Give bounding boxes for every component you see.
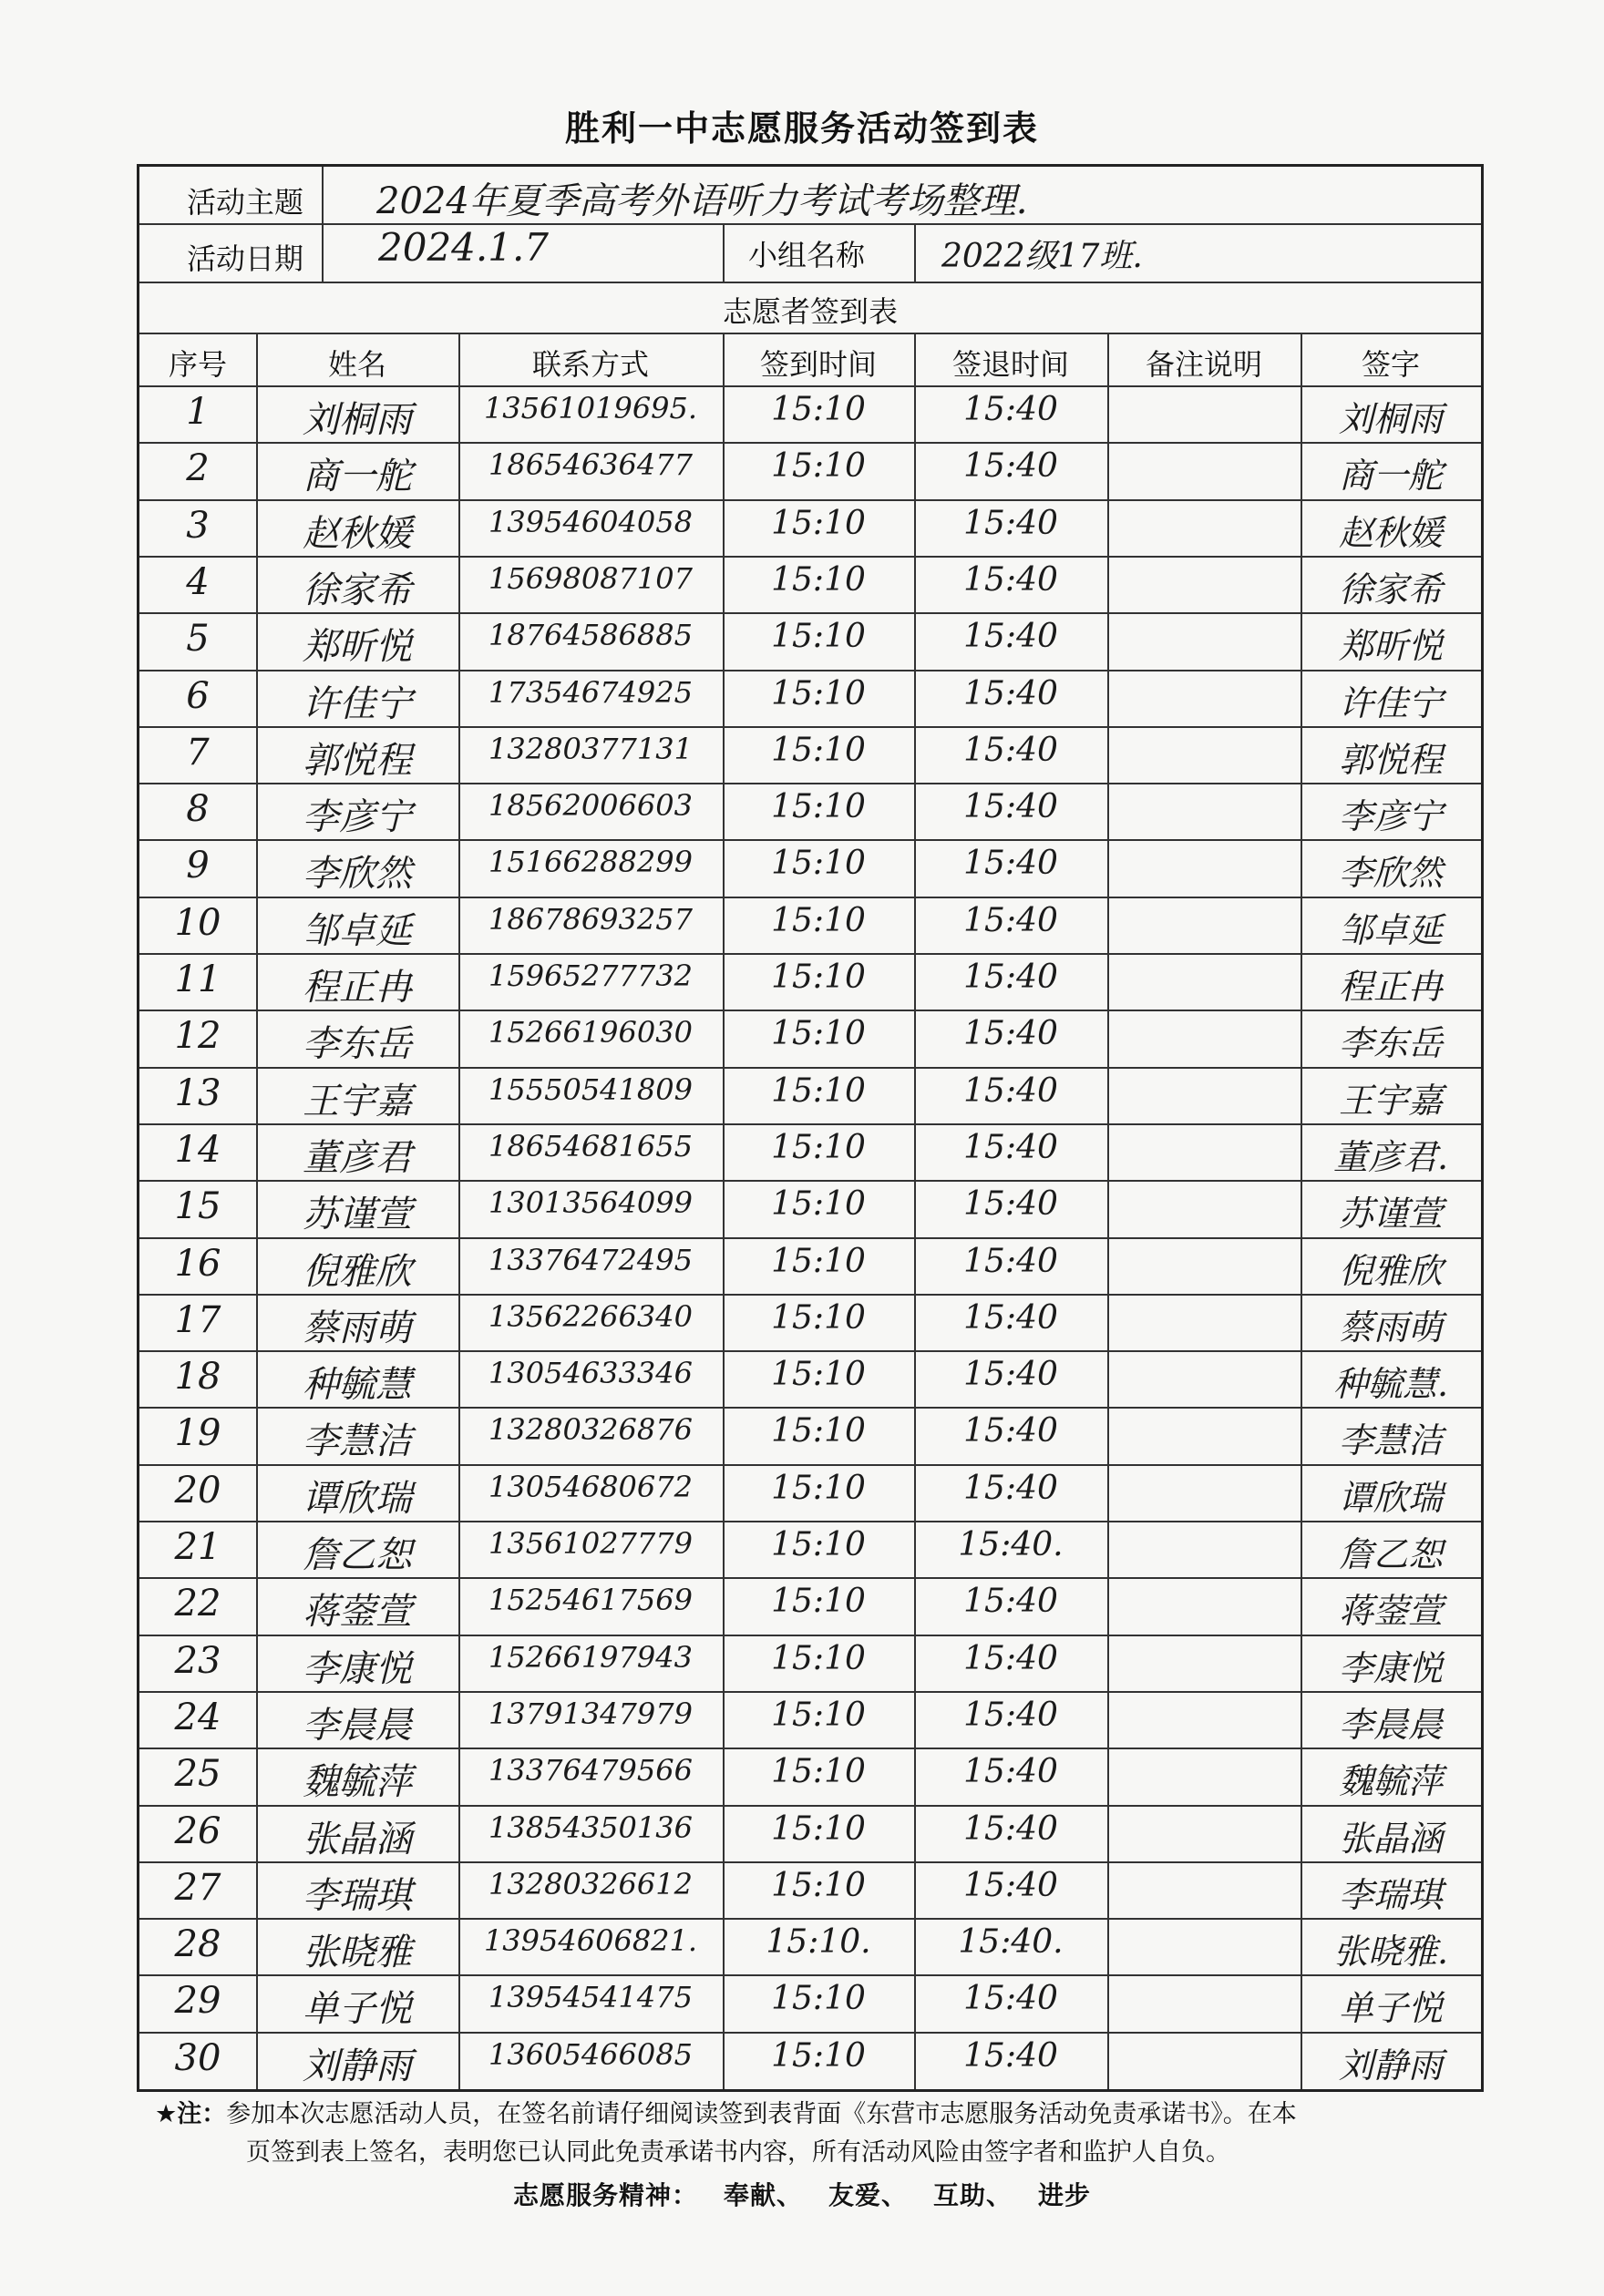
signature: 蒋蓥萱 [1338, 1591, 1443, 1632]
signature: 许佳宁 [1338, 682, 1443, 723]
row-number: 21 [174, 1526, 221, 1568]
row-divider [139, 499, 1481, 501]
signature: 李慧洁 [1338, 1420, 1443, 1461]
signature: 刘静雨 [1338, 2045, 1443, 2086]
checkin-time: 15:10 [771, 901, 866, 939]
signature: 李康悦 [1338, 1647, 1443, 1688]
phone-number: 15965277732 [488, 958, 693, 993]
row-number: 26 [174, 1809, 221, 1852]
checkout-time: 15:40 [963, 1356, 1058, 1394]
row-number: 4 [186, 560, 210, 603]
phone-number: 13280326876 [488, 1412, 693, 1448]
volunteer-name: 魏毓萍 [303, 1761, 412, 1804]
volunteer-name: 徐家希 [303, 569, 412, 611]
checkout-time: 15:40 [963, 1128, 1058, 1166]
col-header-name: 姓名 [327, 347, 386, 382]
checkin-time: 15:10 [771, 1980, 866, 2018]
row-divider [139, 1294, 1481, 1296]
volunteer-name: 郑昕悦 [303, 626, 412, 669]
phone-number: 13854350136 [488, 1809, 693, 1845]
volunteer-name: 张晓雅 [303, 1932, 412, 1974]
col-divider [723, 223, 725, 282]
phone-number: 13791347979 [488, 1696, 693, 1731]
row-divider [139, 726, 1481, 728]
phone-number: 18562006603 [488, 788, 693, 824]
volunteer-name: 王宇嘉 [303, 1080, 412, 1122]
checkin-time: 15:10 [771, 845, 866, 883]
row-number: 9 [186, 845, 210, 887]
volunteer-name: 程正冉 [303, 967, 412, 1009]
phone-number: 15166288299 [488, 845, 693, 880]
row-divider [139, 223, 1481, 225]
phone-number: 13280377131 [488, 731, 693, 766]
phone-number: 15550541809 [488, 1071, 693, 1107]
volunteer-name: 李欣然 [303, 853, 412, 896]
row-divider [139, 1407, 1481, 1409]
row-number: 15 [174, 1185, 221, 1228]
checkout-time: 15:40 [963, 560, 1058, 599]
row-number: 8 [186, 788, 210, 831]
row-number: 30 [174, 2036, 221, 2079]
checkout-time: 15:40 [963, 1583, 1058, 1621]
phone-number: 18764586885 [488, 618, 693, 653]
volunteer-name: 李晨晨 [303, 1704, 412, 1747]
row-number: 19 [174, 1412, 221, 1455]
checkout-time: 15:40 [963, 788, 1058, 826]
row-divider [139, 1748, 1481, 1749]
checkin-time: 15:10 [771, 1469, 866, 1507]
volunteer-name: 刘桐雨 [303, 399, 412, 441]
row-divider [139, 1067, 1481, 1069]
footer-note-2 [155, 2134, 1486, 2172]
checkin-time: 15:10 [771, 447, 866, 486]
signature: 赵秋媛 [1338, 512, 1443, 553]
checkin-time: 15:10 [771, 958, 866, 996]
col-divider [322, 167, 324, 282]
row-divider [139, 1691, 1481, 1693]
row-number: 1 [186, 391, 210, 433]
row-number: 7 [186, 731, 210, 774]
row-divider [139, 385, 1481, 387]
row-number: 27 [174, 1866, 221, 1909]
checkin-time: 15:10 [771, 1071, 866, 1110]
signature: 李晨晨 [1338, 1704, 1443, 1745]
phone-number: 18678693257 [488, 901, 693, 937]
signature: 董彦君. [1332, 1136, 1449, 1177]
row-divider [139, 1464, 1481, 1466]
spirit-item: 进步 [1038, 2180, 1092, 2210]
checkout-time: 15:40 [963, 1071, 1058, 1110]
row-divider [139, 953, 1481, 955]
volunteer-name: 董彦君 [303, 1136, 412, 1179]
checkout-time: 15:40 [963, 1242, 1058, 1280]
row-number: 13 [174, 1071, 221, 1114]
checkout-time: 15:40 [963, 1866, 1058, 1904]
phone-number: 13954541475 [488, 1980, 693, 2015]
row-divider [139, 612, 1481, 614]
checkout-time: 15:40 [963, 1185, 1058, 1224]
signature: 种毓慧. [1332, 1364, 1449, 1405]
signature: 王宇嘉 [1338, 1080, 1443, 1121]
checkout-time: 15:40 [963, 1412, 1058, 1450]
checkout-time: 15:40 [963, 1015, 1058, 1053]
volunteer-name: 李东岳 [303, 1023, 412, 1066]
volunteer-name: 郭悦程 [303, 739, 412, 782]
volunteer-name: 单子悦 [303, 1988, 412, 2031]
checkin-time: 15:10 [771, 1128, 866, 1166]
signature: 李彦宁 [1338, 796, 1443, 837]
signature: 李东岳 [1338, 1023, 1443, 1064]
checkout-time: 15:40 [963, 1696, 1058, 1734]
row-number: 14 [174, 1128, 221, 1171]
date-value: 2024.1.7 [378, 225, 550, 270]
checkout-time: 15:40 [963, 1753, 1058, 1791]
checkin-time: 15:10 [771, 674, 866, 712]
checkin-time: 15:10 [771, 2036, 866, 2075]
phone-number: 15266196030 [488, 1015, 693, 1051]
phone-number: 13561019695. [483, 391, 698, 425]
phone-number: 13376479566 [488, 1753, 693, 1789]
col-header-remarks: 备注说明 [1145, 347, 1262, 382]
volunteer-name: 谭欣瑞 [303, 1477, 412, 1520]
row-divider [139, 556, 1481, 558]
phone-number: 18654636477 [488, 447, 693, 483]
row-divider [139, 1805, 1481, 1807]
row-divider [139, 897, 1481, 898]
row-divider [139, 2032, 1481, 2034]
row-number: 3 [186, 504, 210, 547]
checkout-time: 15:40 [963, 1639, 1058, 1677]
checkin-time: 15:10 [771, 788, 866, 826]
signature: 蔡雨萌 [1338, 1307, 1443, 1348]
date-label: 活动日期 [187, 241, 304, 276]
checkin-time: 15:10 [771, 1412, 866, 1450]
signature: 程正冉 [1338, 967, 1443, 1007]
phone-number: 13013564099 [488, 1185, 693, 1221]
row-divider [139, 1577, 1481, 1579]
checkin-time: 15:10 [771, 1356, 866, 1394]
col-header-checkin: 签到时间 [759, 347, 877, 382]
row-divider [139, 442, 1481, 444]
checkin-time: 15:10 [771, 618, 866, 656]
checkout-time: 15:40 [963, 958, 1058, 996]
signature: 商一舵 [1338, 456, 1443, 497]
row-number: 18 [174, 1356, 221, 1399]
volunteer-name: 张晶涵 [303, 1818, 412, 1860]
col-divider [1107, 333, 1109, 2089]
checkin-time: 15:10 [771, 1809, 866, 1848]
signature: 苏谨萱 [1338, 1194, 1443, 1235]
row-divider [139, 1237, 1481, 1239]
row-number: 6 [186, 674, 210, 717]
phone-number: 17354674925 [488, 674, 693, 710]
row-divider [139, 1521, 1481, 1522]
checkin-time: 15:10. [766, 1923, 871, 1962]
checkin-time: 15:10 [771, 391, 866, 428]
volunteer-name: 李慧洁 [303, 1420, 412, 1463]
signature: 倪雅欣 [1338, 1250, 1443, 1291]
checkout-time: 15:40 [963, 731, 1058, 769]
phone-number: 13954604058 [488, 504, 693, 539]
volunteer-name: 商一舵 [303, 456, 412, 498]
checkin-time: 15:10 [771, 560, 866, 599]
row-number: 10 [174, 901, 221, 944]
row-number: 16 [174, 1242, 221, 1285]
row-divider [139, 333, 1481, 334]
phone-number: 13054680672 [488, 1469, 693, 1504]
checkout-time: 15:40. [958, 1923, 1064, 1962]
spirit-item: 互助、 [933, 2180, 1013, 2210]
note-prefix: ★注： [155, 2100, 227, 2128]
note-line-1: 参加本次志愿活动人员，在签名前请仔细阅读签到表背面《东营市志愿服务活动免责承诺书》。在本 [226, 2100, 1297, 2128]
row-number: 20 [174, 1469, 221, 1512]
checkin-time: 15:10 [771, 1866, 866, 1904]
row-number: 22 [174, 1583, 221, 1625]
phone-number: 13562266340 [488, 1298, 693, 1334]
phone-number: 13954606821. [483, 1923, 698, 1959]
row-number: 2 [186, 447, 210, 490]
signature: 徐家希 [1338, 569, 1443, 610]
checkin-time: 15:10 [771, 1526, 866, 1563]
col-header-checkout: 签退时间 [951, 347, 1069, 382]
theme-label: 活动主题 [187, 185, 304, 220]
volunteer-name: 赵秋媛 [303, 512, 412, 555]
phone-number: 13280326612 [488, 1866, 693, 1901]
checkin-time: 15:10 [771, 1298, 866, 1337]
theme-value: 2024年夏季高考外语听力考试考场整理. [376, 180, 1028, 222]
phone-number: 13605466085 [488, 2036, 693, 2072]
volunteer-name: 蔡雨萌 [303, 1307, 412, 1349]
row-number: 28 [174, 1923, 221, 1966]
checkin-time: 15:10 [771, 1696, 866, 1734]
col-header-signature: 签字 [1361, 347, 1420, 382]
signature: 李瑞琪 [1338, 1874, 1443, 1915]
checkout-time: 15:40 [963, 447, 1058, 486]
row-divider [139, 783, 1481, 784]
checkout-time: 15:40 [963, 845, 1058, 883]
volunteer-name: 种毓慧 [303, 1364, 412, 1407]
phone-number: 13054633346 [488, 1356, 693, 1391]
row-divider [139, 1123, 1481, 1125]
col-header-no: 序号 [168, 347, 227, 382]
checkin-time: 15:10 [771, 1583, 866, 1621]
row-number: 25 [174, 1753, 221, 1796]
row-number: 5 [186, 618, 210, 661]
checkout-time: 15:40 [963, 1298, 1058, 1337]
checkin-time: 15:10 [771, 1185, 866, 1224]
signature: 刘桐雨 [1338, 399, 1443, 439]
volunteer-name: 邹卓延 [303, 909, 412, 952]
spirit-item: 友爱、 [828, 2180, 908, 2210]
volunteer-name: 蒋蓥萱 [303, 1591, 412, 1634]
note-line-2: 页签到表上签名，表明您已认同此免责承诺书内容，所有活动风险由签字者和监护人自负。 [246, 2138, 1230, 2167]
checkin-time: 15:10 [771, 1015, 866, 1053]
row-divider [139, 1010, 1481, 1011]
row-number: 17 [174, 1298, 221, 1341]
row-divider [139, 1635, 1481, 1636]
volunteer-name: 李彦宁 [303, 796, 412, 839]
row-number: 24 [174, 1696, 221, 1738]
checkout-time: 15:40 [963, 391, 1058, 428]
checkin-time: 15:10 [771, 731, 866, 769]
row-number: 23 [174, 1639, 221, 1682]
signature: 邹卓延 [1338, 909, 1443, 950]
signature: 郑昕悦 [1338, 626, 1443, 667]
signature: 张晶涵 [1338, 1818, 1443, 1859]
checkin-time: 15:10 [771, 504, 866, 542]
checkout-time: 15:40 [963, 504, 1058, 542]
volunteer-name: 许佳宁 [303, 682, 412, 725]
checkin-time: 15:10 [771, 1753, 866, 1791]
section-title: 志愿者签到表 [722, 294, 898, 329]
checkout-time: 15:40 [963, 674, 1058, 712]
col-divider [914, 223, 916, 282]
signature: 李欣然 [1338, 853, 1443, 894]
phone-number: 13561027779 [488, 1526, 693, 1561]
group-label: 小组名称 [748, 238, 866, 272]
row-divider [139, 1350, 1481, 1352]
signature: 郭悦程 [1338, 739, 1443, 780]
phone-number: 13376472495 [488, 1242, 693, 1277]
checkin-time: 15:10 [771, 1242, 866, 1280]
volunteer-name: 詹乙恕 [303, 1534, 412, 1576]
footer-note [155, 2096, 1486, 2134]
signature: 詹乙恕 [1338, 1534, 1443, 1574]
volunteer-name: 李瑞琪 [303, 1874, 412, 1917]
volunteer-name: 刘静雨 [303, 2045, 412, 2087]
spirit-label: 志愿服务精神： [512, 2180, 698, 2210]
row-divider [139, 1974, 1481, 1976]
row-divider [139, 839, 1481, 841]
checkout-time: 15:40. [958, 1526, 1064, 1563]
phone-number: 15254617569 [488, 1583, 693, 1618]
spirit-item: 奉献、 [723, 2180, 803, 2210]
row-divider [139, 1918, 1481, 1920]
row-divider [139, 1861, 1481, 1863]
volunteer-spirit [0, 2176, 1604, 2212]
checkout-time: 15:40 [963, 1469, 1058, 1507]
checkout-time: 15:40 [963, 1980, 1058, 2018]
page-title: 胜利一中志愿服务活动签到表 [564, 108, 1039, 149]
volunteer-name: 苏谨萱 [303, 1194, 412, 1236]
sign-in-sheet [137, 164, 1484, 2092]
signature: 魏毓萍 [1338, 1761, 1443, 1802]
row-number: 11 [174, 958, 221, 1000]
phone-number: 15698087107 [488, 560, 693, 596]
checkout-time: 15:40 [963, 1809, 1058, 1848]
row-divider [139, 670, 1481, 671]
col-header-phone: 联系方式 [531, 347, 649, 382]
group-value: 2022级17班. [941, 238, 1143, 275]
signature: 谭欣瑞 [1338, 1477, 1443, 1518]
volunteer-name: 李康悦 [303, 1647, 412, 1690]
checkout-time: 15:40 [963, 618, 1058, 656]
phone-number: 18654681655 [488, 1128, 693, 1163]
checkin-time: 15:10 [771, 1639, 866, 1677]
row-divider [139, 1180, 1481, 1182]
signature: 单子悦 [1338, 1988, 1443, 2029]
volunteer-name: 倪雅欣 [303, 1250, 412, 1293]
checkout-time: 15:40 [963, 2036, 1058, 2075]
row-number: 29 [174, 1980, 221, 2023]
phone-number: 15266197943 [488, 1639, 693, 1675]
checkout-time: 15:40 [963, 901, 1058, 939]
row-divider [139, 282, 1481, 283]
row-number: 12 [174, 1015, 221, 1058]
signature: 张晓雅. [1332, 1932, 1449, 1973]
